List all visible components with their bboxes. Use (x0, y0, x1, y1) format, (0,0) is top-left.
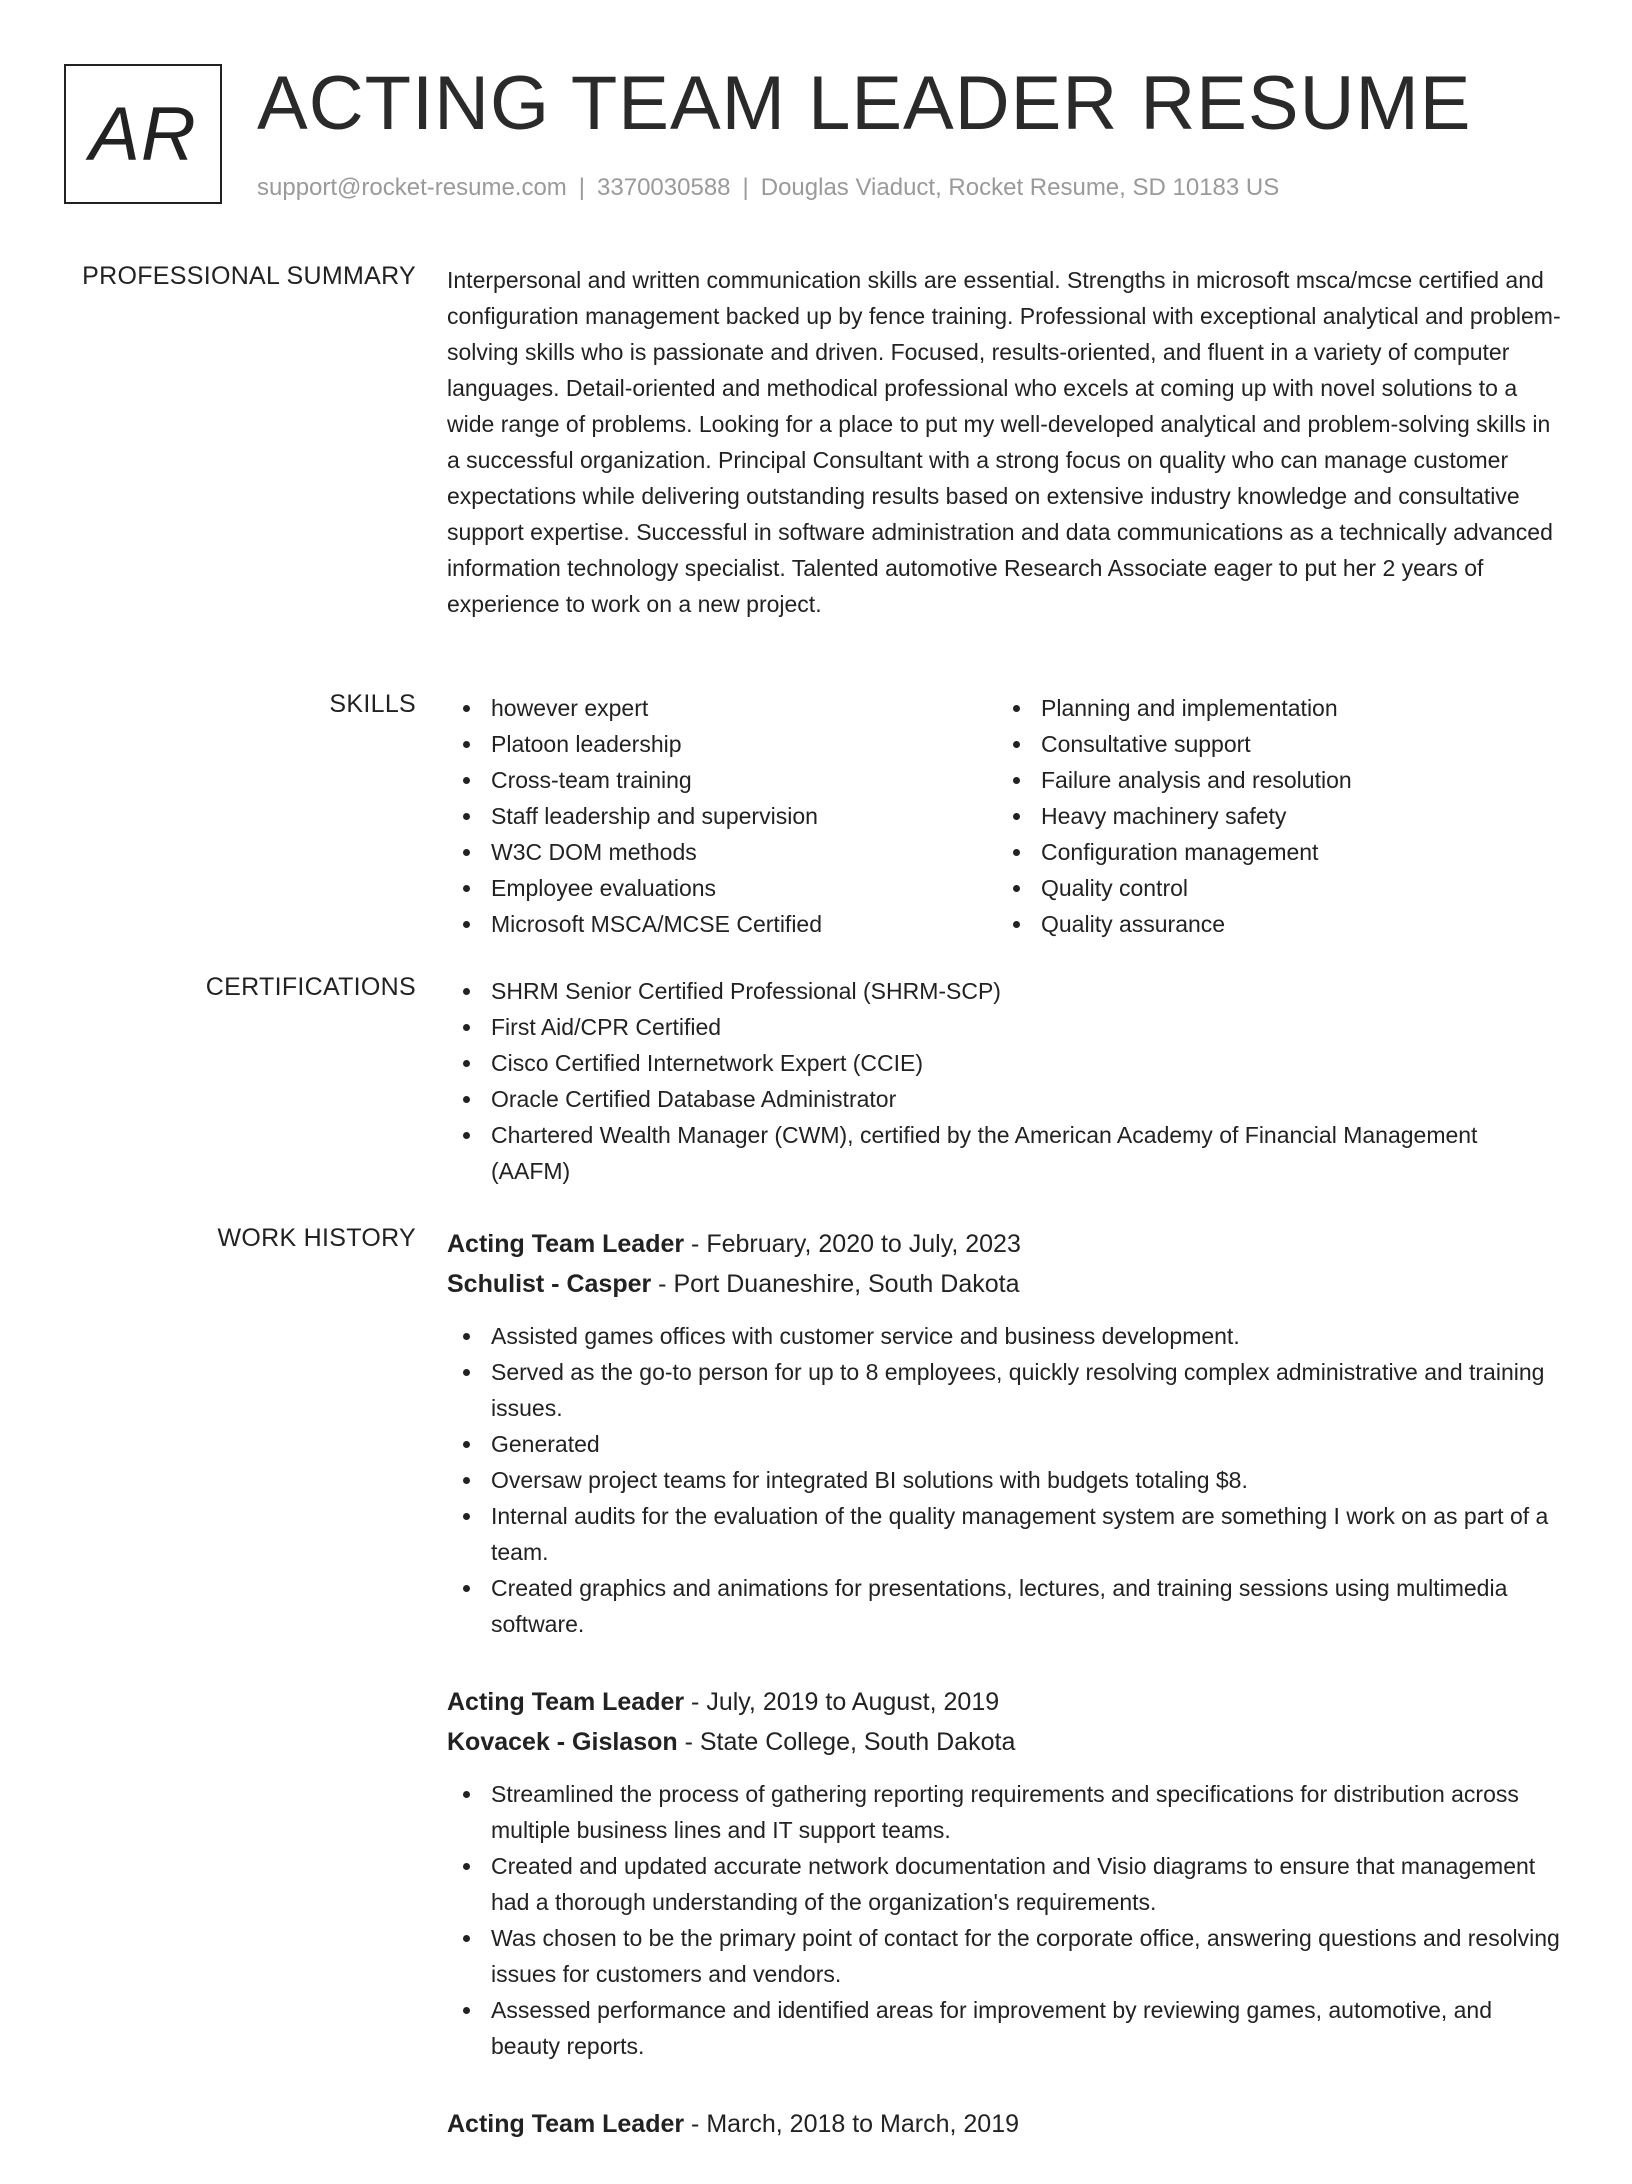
job-dates: - March, 2018 to March, 2019 (684, 2110, 1019, 2138)
skill-item: Heavy machinery safety (997, 798, 1547, 834)
job-location: - Port Duaneshire, South Dakota (651, 1270, 1020, 1298)
skills-list-right (997, 690, 1547, 942)
certification-item: Oracle Certified Database Administrator (447, 1081, 1562, 1117)
job-title-line (447, 1224, 1562, 1264)
contact-line (257, 174, 1279, 202)
skill-item: Quality control (997, 870, 1547, 906)
job-bullet: Served as the go-to person for up to 8 employees, quickly resolving complex administrative and training issues. (447, 1354, 1562, 1426)
resume-header (64, 61, 1564, 214)
certifications-body (447, 973, 1562, 1189)
certification-item: SHRM Senior Certified Professional (SHRM-SCP) (447, 973, 1562, 1009)
job-bullet: Generated (447, 1426, 1562, 1462)
skill-item: Cross-team training (447, 762, 997, 798)
summary-text: Interpersonal and written communication skills are essential. Strengths in microsoft msca/mcse certified and configuration management backed up by fence training. Professional with exceptional analytical and problem-solving skills who is passionate and driven. Focused, results-oriented, and fluent in a variety of computer languages. Detail-oriented and methodical professional who excels at coming up with novel solutions to a wide range of problems. Looking for a place to put my well-developed analytical and problem-solving skills in a successful organization. Principal Consultant with a strong focus on quality who can manage customer expectations while delivering outstanding results based on extensive industry knowledge and consultative support expertise. Successful in software administration and data communications as a technically advanced information technology specialist. Talented automotive Research Associate eager to put her 2 years of experience to work on a new project. (447, 267, 1561, 617)
skill-item: W3C DOM methods (447, 834, 997, 870)
section-label-summary: PROFESSIONAL SUMMARY (82, 262, 416, 290)
job-bullet: Internal audits for the evaluation of the quality management system are something I work on as part of a team. (447, 1498, 1562, 1570)
job-company-line (447, 1722, 1562, 1762)
certifications-list (447, 973, 1562, 1189)
contact-address: Douglas Viaduct, Rocket Resume, SD 10183 US (760, 174, 1280, 201)
section-label-certifications: CERTIFICATIONS (205, 973, 416, 1001)
job-company-line (447, 1264, 1562, 1304)
job-bullets (447, 1318, 1562, 1642)
job-bullet: Assisted games offices with customer service and business development. (447, 1318, 1562, 1354)
job-bullet: Created graphics and animations for presentations, lectures, and training sessions using multimedia software. (447, 1570, 1562, 1642)
section-label-skills: SKILLS (329, 690, 416, 718)
resume-title: ACTING TEAM LEADER RESUME (257, 61, 1472, 146)
job-bullet: Created and updated accurate network documentation and Visio diagrams to ensure that management had a thorough understanding of the organization's requirements. (447, 1848, 1562, 1920)
skill-item: Quality assurance (997, 906, 1547, 942)
job-bullet: Oversaw project teams for integrated BI solutions with budgets totaling $8. (447, 1462, 1562, 1498)
contact-separator: | (742, 174, 749, 201)
skill-item: Consultative support (997, 726, 1547, 762)
job-title: Acting Team Leader (447, 2110, 685, 2138)
skill-item: Employee evaluations (447, 870, 997, 906)
contact-phone[interactable]: 3370030588 (597, 174, 731, 201)
job-bullet: Was chosen to be the primary point of contact for the corporate office, answering questions and resolving issues for customers and vendors. (447, 1920, 1562, 1992)
skill-item: Staff leadership and supervision (447, 798, 997, 834)
job-bullet: Streamlined the process of gathering reporting requirements and specifications for distribution across multiple business lines and IT support teams. (447, 1776, 1562, 1848)
job-title: Acting Team Leader (447, 1688, 685, 1716)
work-history-body (447, 1224, 1562, 2184)
skill-item: Microsoft MSCA/MCSE Certified (447, 906, 997, 942)
contact-email[interactable]: support@rocket-resume.com (257, 174, 567, 201)
section-label-work-history: WORK HISTORY (217, 1224, 416, 1252)
job-entry (447, 1682, 1562, 2064)
job-entry (447, 2104, 1562, 2144)
contact-separator: | (578, 174, 586, 201)
skill-item: Failure analysis and resolution (997, 762, 1547, 798)
job-company: Schulist - Casper (447, 1270, 652, 1298)
job-dates: - July, 2019 to August, 2019 (684, 1688, 1000, 1716)
job-location: - State College, South Dakota (677, 1728, 1016, 1756)
certification-item: First Aid/CPR Certified (447, 1009, 1562, 1045)
job-bullets (447, 1776, 1562, 2064)
job-entry (447, 1224, 1562, 1642)
job-company: Kovacek - Gislason (447, 1728, 678, 1756)
certification-item: Cisco Certified Internetwork Expert (CCIE) (447, 1045, 1562, 1081)
job-title: Acting Team Leader (447, 1230, 685, 1258)
job-title-line (447, 1682, 1562, 1722)
job-bullet: Assessed performance and identified areas for improvement by reviewing games, automotive, and beauty reports. (447, 1992, 1562, 2064)
certification-item: Chartered Wealth Manager (CWM), certified by the American Academy of Financial Management (AAFM) (447, 1117, 1562, 1189)
job-title-line (447, 2104, 1562, 2144)
skill-item: Platoon leadership (447, 726, 997, 762)
skill-item: Configuration management (997, 834, 1547, 870)
monogram-badge: AR (64, 64, 222, 204)
skills-list-left (447, 690, 997, 942)
skills-grid (447, 690, 1562, 942)
skill-item: Planning and implementation (997, 690, 1547, 726)
skill-item: however expert (447, 690, 997, 726)
job-dates: - February, 2020 to July, 2023 (684, 1230, 1021, 1258)
